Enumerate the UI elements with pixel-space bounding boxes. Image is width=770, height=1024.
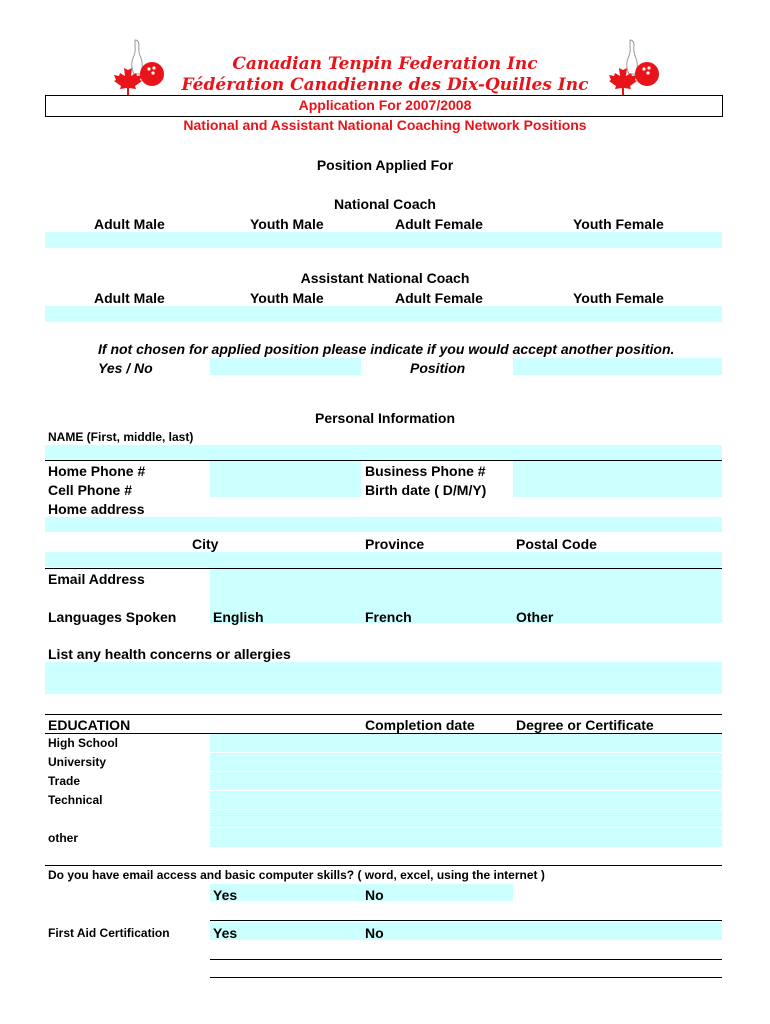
edu-university: University: [48, 755, 107, 769]
divider: [45, 714, 722, 715]
edu-high-school: High School: [48, 736, 118, 750]
name-field[interactable]: [45, 445, 722, 460]
position-heading: Position Applied For: [316, 157, 454, 173]
divider: [210, 809, 722, 810]
education-heading: EDUCATION: [48, 717, 131, 733]
business-birth-field[interactable]: [513, 461, 722, 497]
divider: [210, 827, 722, 828]
languages-field[interactable]: [210, 605, 722, 623]
first-aid-yes: Yes: [213, 925, 238, 941]
birth-date-label: Birth date ( D/M/Y): [365, 482, 487, 498]
application-subtitle: National and Assistant National Coaching Network Positions: [183, 117, 587, 133]
city-label: City: [192, 536, 219, 552]
province-label: Province: [365, 536, 425, 552]
first-aid-label: First Aid Certification: [48, 926, 170, 940]
asst-cat-adult-male: Adult Male: [94, 290, 165, 306]
assistant-coach-field[interactable]: [45, 306, 722, 322]
divider: [210, 959, 722, 960]
home-phone-label: Home Phone #: [48, 463, 146, 479]
cat-adult-male: Adult Male: [94, 216, 165, 232]
language-english: English: [213, 609, 264, 625]
personal-heading: Personal Information: [314, 410, 456, 426]
divider: [210, 920, 722, 921]
computer-question: Do you have email access and basic computer skills? ( word, excel, using the internet ): [48, 868, 545, 882]
degree-label: Degree or Certificate: [516, 717, 654, 733]
alternate-question: If not chosen for applied position please indicate if you would accept another position.: [98, 341, 675, 357]
city-province-postal-field[interactable]: [45, 552, 722, 567]
computer-yes: Yes: [213, 887, 238, 903]
edu-technical: Technical: [48, 793, 103, 807]
org-name-en: Canadian Tenpin Federation Inc: [232, 54, 538, 74]
divider: [210, 977, 722, 978]
asst-cat-youth-female: Youth Female: [573, 290, 664, 306]
completion-date-label: Completion date: [365, 717, 475, 733]
application-title: Application For 2007/2008: [298, 97, 472, 113]
home-address-field[interactable]: [45, 517, 722, 532]
edu-other: other: [48, 831, 78, 845]
computer-no: No: [365, 887, 384, 903]
national-coach-heading: National Coach: [334, 196, 436, 212]
asst-cat-youth-male: Youth Male: [250, 290, 324, 306]
first-aid-no: No: [365, 925, 384, 941]
national-coach-field[interactable]: [45, 232, 722, 248]
cat-youth-male: Youth Male: [250, 216, 324, 232]
alternate-yes-no: Yes / No: [98, 360, 153, 376]
computer-skills-field[interactable]: [210, 884, 513, 901]
cat-adult-female: Adult Female: [395, 216, 483, 232]
language-french: French: [365, 609, 412, 625]
alternate-position-label: Position: [410, 360, 466, 376]
health-field[interactable]: [45, 662, 722, 694]
home-address-label: Home address: [48, 501, 145, 517]
health-label: List any health concerns or allergies: [48, 646, 291, 662]
divider: [210, 790, 722, 791]
languages-label: Languages Spoken: [48, 609, 177, 625]
email-label: Email Address: [48, 571, 145, 587]
home-cell-phone-field[interactable]: [210, 461, 361, 497]
org-name-fr: Fédération Canadienne des Dix-Quilles Inc: [181, 75, 589, 95]
cat-youth-female: Youth Female: [573, 216, 664, 232]
name-label: NAME (First, middle, last): [48, 430, 194, 444]
language-other: Other: [516, 609, 554, 625]
alternate-position-field[interactable]: [513, 358, 722, 375]
business-phone-label: Business Phone #: [365, 463, 486, 479]
alternate-yes-no-field[interactable]: [210, 358, 361, 375]
first-aid-field[interactable]: [210, 922, 722, 940]
divider: [45, 865, 722, 866]
edu-trade: Trade: [48, 774, 81, 788]
assistant-coach-heading: Assistant National Coach: [300, 270, 470, 286]
postal-code-label: Postal Code: [516, 536, 597, 552]
asst-cat-adult-female: Adult Female: [395, 290, 483, 306]
email-field[interactable]: [210, 569, 722, 605]
divider: [210, 771, 722, 772]
divider: [210, 752, 722, 753]
cell-phone-label: Cell Phone #: [48, 482, 133, 498]
